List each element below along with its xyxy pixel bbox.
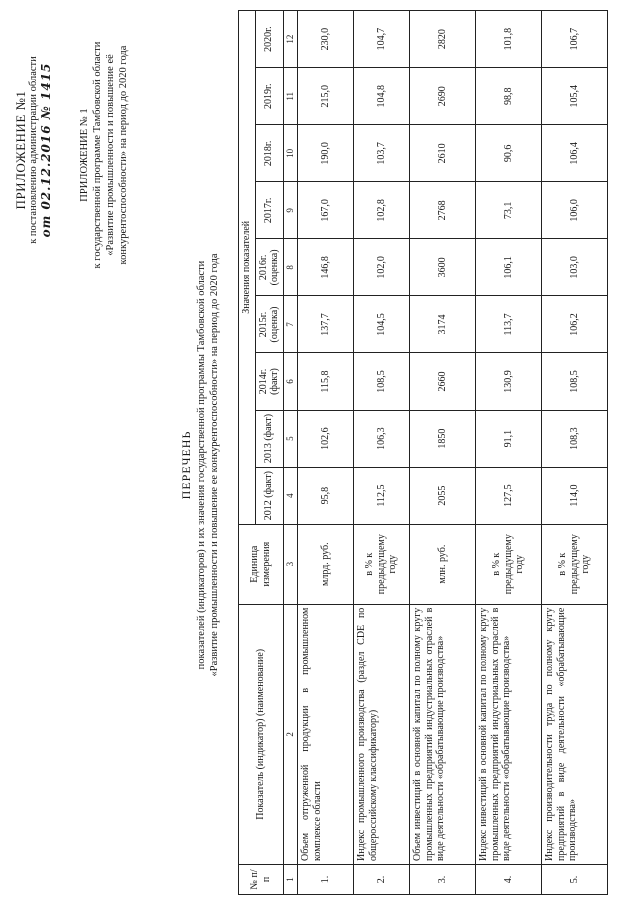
value-cell: 146,8 bbox=[298, 239, 354, 296]
value-cell: 190,0 bbox=[298, 125, 354, 182]
value-cell: 104,8 bbox=[354, 68, 410, 125]
appendix-program-title: ПРИЛОЖЕНИЕ № 1 bbox=[79, 108, 90, 202]
year-header: 2014г. (факт) bbox=[255, 353, 283, 410]
appendix-program-line-2: «Развитие промышленности и повышение её bbox=[105, 54, 116, 256]
indicator-name-cell: Объем отгруженной продукции в промышленном комплексе области bbox=[298, 604, 354, 864]
value-cell: 106,2 bbox=[542, 296, 608, 353]
table-row bbox=[410, 11, 476, 895]
column-number-cell: 8 bbox=[283, 239, 298, 296]
value-cell: 2690 bbox=[410, 68, 476, 125]
year-header: 2019г. bbox=[255, 68, 283, 125]
value-cell: 106,1 bbox=[476, 239, 542, 296]
column-number-cell: 12 bbox=[283, 11, 298, 68]
value-cell: 103,0 bbox=[542, 239, 608, 296]
value-cell: 1850 bbox=[410, 410, 476, 467]
value-cell: 73,1 bbox=[476, 182, 542, 239]
value-cell: 3600 bbox=[410, 239, 476, 296]
value-cell: 105,4 bbox=[542, 68, 608, 125]
value-cell: 230,0 bbox=[298, 11, 354, 68]
column-number-cell: 5 bbox=[283, 410, 298, 467]
indicator-name-cell: Индекс производительности труда по полному кругу предприятий в виде деятельности «обрабатывающие производства» bbox=[542, 604, 608, 864]
row-number-cell: 4. bbox=[476, 864, 542, 894]
column-number-cell: 10 bbox=[283, 125, 298, 182]
year-header: 2013 (факт) bbox=[255, 410, 283, 467]
value-cell: 2610 bbox=[410, 125, 476, 182]
table-body bbox=[298, 11, 608, 895]
handwritten-date-number: от 02.12.2016 № 1415 bbox=[39, 62, 53, 238]
unit-cell: млрд. руб. bbox=[298, 524, 354, 604]
indicator-name-cell: Объем инвестиций в основной капитал по полному кругу промышленных предприятий индустриальных отраслей в виде деятельности «обрабатывающие производства» bbox=[410, 604, 476, 864]
value-cell: 112,5 bbox=[354, 467, 410, 524]
value-cell: 102,0 bbox=[354, 239, 410, 296]
value-cell: 102,8 bbox=[354, 182, 410, 239]
table-row bbox=[476, 11, 542, 895]
column-numbers-row bbox=[283, 11, 298, 895]
appendix-program-line-3: конкурентоспособности» на период до 2020 года bbox=[118, 45, 129, 265]
value-cell: 104,7 bbox=[354, 11, 410, 68]
value-cell: 103,7 bbox=[354, 125, 410, 182]
value-cell: 104,5 bbox=[354, 296, 410, 353]
indicator-name-cell: Индекс промышленного производства (раздел CDE по общероссийскому классификатору) bbox=[354, 604, 410, 864]
value-cell: 2660 bbox=[410, 353, 476, 410]
value-cell: 106,4 bbox=[542, 125, 608, 182]
value-cell: 115,8 bbox=[298, 353, 354, 410]
appendix-1-title: ПРИЛОЖЕНИЕ №1 bbox=[13, 90, 28, 210]
value-cell: 106,0 bbox=[542, 182, 608, 239]
year-header: 2020г. bbox=[255, 11, 283, 68]
unit-cell: млн. руб. bbox=[410, 524, 476, 604]
table-row bbox=[354, 11, 410, 895]
row-number-cell: 1. bbox=[298, 864, 354, 894]
value-cell: 3174 bbox=[410, 296, 476, 353]
value-cell: 108,5 bbox=[542, 353, 608, 410]
row-number-cell: 3. bbox=[410, 864, 476, 894]
value-cell: 108,5 bbox=[354, 353, 410, 410]
appendix-1-header bbox=[14, 5, 53, 295]
row-number-cell: 5. bbox=[542, 864, 608, 894]
year-header: 2018г. bbox=[255, 125, 283, 182]
column-number-cell: 11 bbox=[283, 68, 298, 125]
col-header-name: Показатель (индикатор) (наименование) bbox=[239, 604, 284, 864]
value-cell: 106,7 bbox=[542, 11, 608, 68]
column-number-cell: 4 bbox=[283, 467, 298, 524]
value-cell: 113,7 bbox=[476, 296, 542, 353]
table-row bbox=[298, 11, 354, 895]
value-cell: 114,0 bbox=[542, 467, 608, 524]
indicators-table bbox=[238, 10, 608, 895]
unit-cell: в % к предыдущему году bbox=[542, 524, 608, 604]
column-number-cell: 1 bbox=[283, 864, 298, 894]
value-cell: 95,8 bbox=[298, 467, 354, 524]
value-cell: 106,3 bbox=[354, 410, 410, 467]
value-cell: 91,1 bbox=[476, 410, 542, 467]
value-cell: 137,7 bbox=[298, 296, 354, 353]
column-number-cell: 9 bbox=[283, 182, 298, 239]
title-line-1: показателей (индикаторов) и их значения государственной программы Тамбовской области bbox=[196, 260, 207, 670]
value-cell: 130,9 bbox=[476, 353, 542, 410]
value-cell: 215,0 bbox=[298, 68, 354, 125]
col-header-unit: Единица измерения bbox=[239, 524, 284, 604]
value-cell: 102,6 bbox=[298, 410, 354, 467]
year-header: 2012 (факт) bbox=[255, 467, 283, 524]
value-cell: 2768 bbox=[410, 182, 476, 239]
appendix-program-header bbox=[78, 5, 130, 305]
column-number-cell: 6 bbox=[283, 353, 298, 410]
table-row bbox=[542, 11, 608, 895]
year-header: 2016г. (оценка) bbox=[255, 239, 283, 296]
year-header: 2017г. bbox=[255, 182, 283, 239]
year-header: 2015г. (оценка) bbox=[255, 296, 283, 353]
unit-cell: в % к предыдущему году bbox=[476, 524, 542, 604]
col-header-number: № п/п bbox=[239, 864, 284, 894]
value-cell: 90,6 bbox=[476, 125, 542, 182]
row-number-cell: 2. bbox=[354, 864, 410, 894]
value-cell: 108,3 bbox=[542, 410, 608, 467]
value-cell: 2820 bbox=[410, 11, 476, 68]
value-cell: 2055 bbox=[410, 467, 476, 524]
indicator-name-cell: Индекс инвестиций в основной капитал по полному кругу промышленных предприятий индустриальных отраслей в виде деятельности «обрабатывающие производства» bbox=[476, 604, 542, 864]
value-cell: 98,8 bbox=[476, 68, 542, 125]
col-header-values: Значения показателей bbox=[239, 11, 256, 525]
value-cell: 167,0 bbox=[298, 182, 354, 239]
column-number-cell: 7 bbox=[283, 296, 298, 353]
column-number-cell: 3 bbox=[283, 524, 298, 604]
unit-cell: в % к предыдущему году bbox=[354, 524, 410, 604]
column-number-cell: 2 bbox=[283, 604, 298, 864]
value-cell: 101,8 bbox=[476, 11, 542, 68]
document-title bbox=[180, 185, 221, 745]
title-line-2: «Развитие промышленности и повышение ее конкурентоспособности» на период до 2020 года bbox=[209, 253, 220, 677]
appendix-1-line: к постановлению администрации области bbox=[28, 56, 39, 244]
value-cell: 127,5 bbox=[476, 467, 542, 524]
appendix-program-line-1: к государственной программе Тамбовской области bbox=[92, 41, 103, 269]
title-main: ПЕРЕЧЕНЬ bbox=[179, 430, 193, 500]
